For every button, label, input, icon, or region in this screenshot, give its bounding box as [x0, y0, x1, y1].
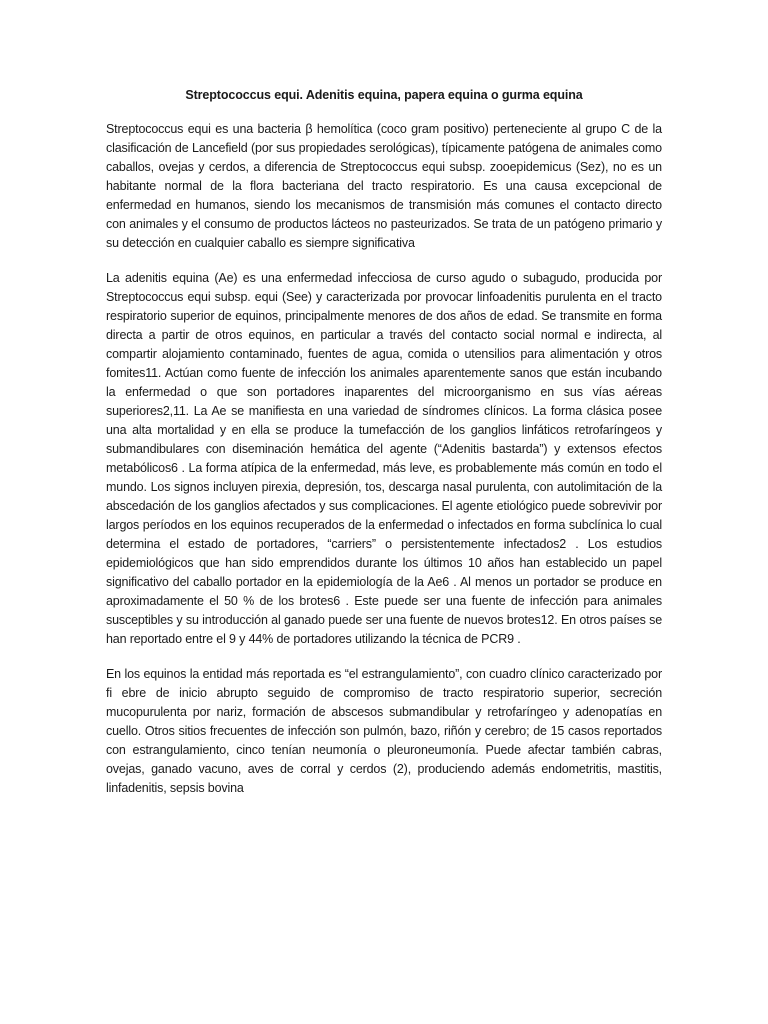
paragraph-adenitis: La adenitis equina (Ae) es una enfermedad infecciosa de curso agudo o subagudo, producida por Streptococcus equi subsp. equi (See) y caracterizada por provocar linfoadenitis purulenta en el tracto respiratorio superior de equinos, principalmente menores de dos años de edad. Se transmite en forma directa a partir de otros equinos, en particular a través del contacto social normal e indirecta, al compartir alojamiento contaminado, fuentes de agua, comida o utensilios para alimentación y otros fomites11. Actúan como fuente de infección los animales aparentemente sanos que están incubando la enfermedad o que son portadores inaparentes del microorganismo en sus vías aéreas superiores2,11. La Ae se manifiesta en una variedad de síndromes clínicos. La forma clásica posee una alta mortalidad y en ella se produce la tumefacción de los ganglios linfáticos retrofaríngeos y submandibulares con diseminación hemática del agente (“Adenitis bastarda”) y extensos efectos metabólicos6 . La forma atípica de la enfermedad, más leve, es probablemente más común en todo el mundo. Los signos incluyen pirexia, depresión, tos, descarga nasal purulenta, con autolimitación de la abscedación de los ganglios afectados y sus complicaciones. El agente etiológico puede sobrevivir por largos períodos en los equinos recuperados de la enfermedad o infectados en forma subclínica lo cual determina el estado de portadores, “carriers” o persistentemente infectados2 . Los estudios epidemiológicos que han sido emprendidos durante los últimos 10 años han establecido un papel significativo del caballo portador en la epidemiología de la Ae6 . Al menos un portador se produce en aproximadamente el 50 % de los brotes6 . Este puede ser una fuente de infección para animales susceptibles y su introducción al ganado puede ser una fuente de nuevos brotes12. En otros países se han reportado entre el 9 y 44% de portadores utilizando la técnica de PCR9 . [106, 271, 662, 646]
document-title: Streptococcus equi. Adenitis equina, papera equina o gurma equina [185, 88, 583, 102]
document-page [106, 86, 662, 814]
paragraph-estrangulamiento: En los equinos la entidad más reportada es “el estrangulamiento”, con cuadro clínico caracterizado por fi ebre de inicio abrupto seguido de compromiso de tracto respiratorio superior, secreción mucopurulenta por nariz, formación de abscesos submandibular y retrofaríngeo y adenopatías en cuello. Otros sitios frecuentes de infección son pulmón, bazo, riñón y cerebro; de 15 casos reportados con estrangulamiento, cinco tenían neumonía o pleuroneumonía. Puede afectar también cabras, ovejas, ganado vacuno, aves de corral y cerdos (2), produciendo además endometritis, mastitis, linfadenitis, sepsis bovina [106, 667, 662, 795]
paragraph-intro: Streptococcus equi es una bacteria β hemolítica (coco gram positivo) perteneciente al grupo C de la clasificación de Lancefield (por sus propiedades serológicas), típicamente patógena de animales como caballos, ovejas y cerdos, a diferencia de Streptococcus equi subsp. zooepidemicus (Sez), no es un habitante normal de la flora bacteriana del tracto respiratorio. Es una causa excepcional de enfermedad en humanos, siendo los mecanismos de transmisión más comunes el contacto directo con animales y el consumo de productos lácteos no pasteurizados. Se trata de un patógeno primario y su detección en cualquier caballo es siempre significativa [106, 122, 662, 250]
